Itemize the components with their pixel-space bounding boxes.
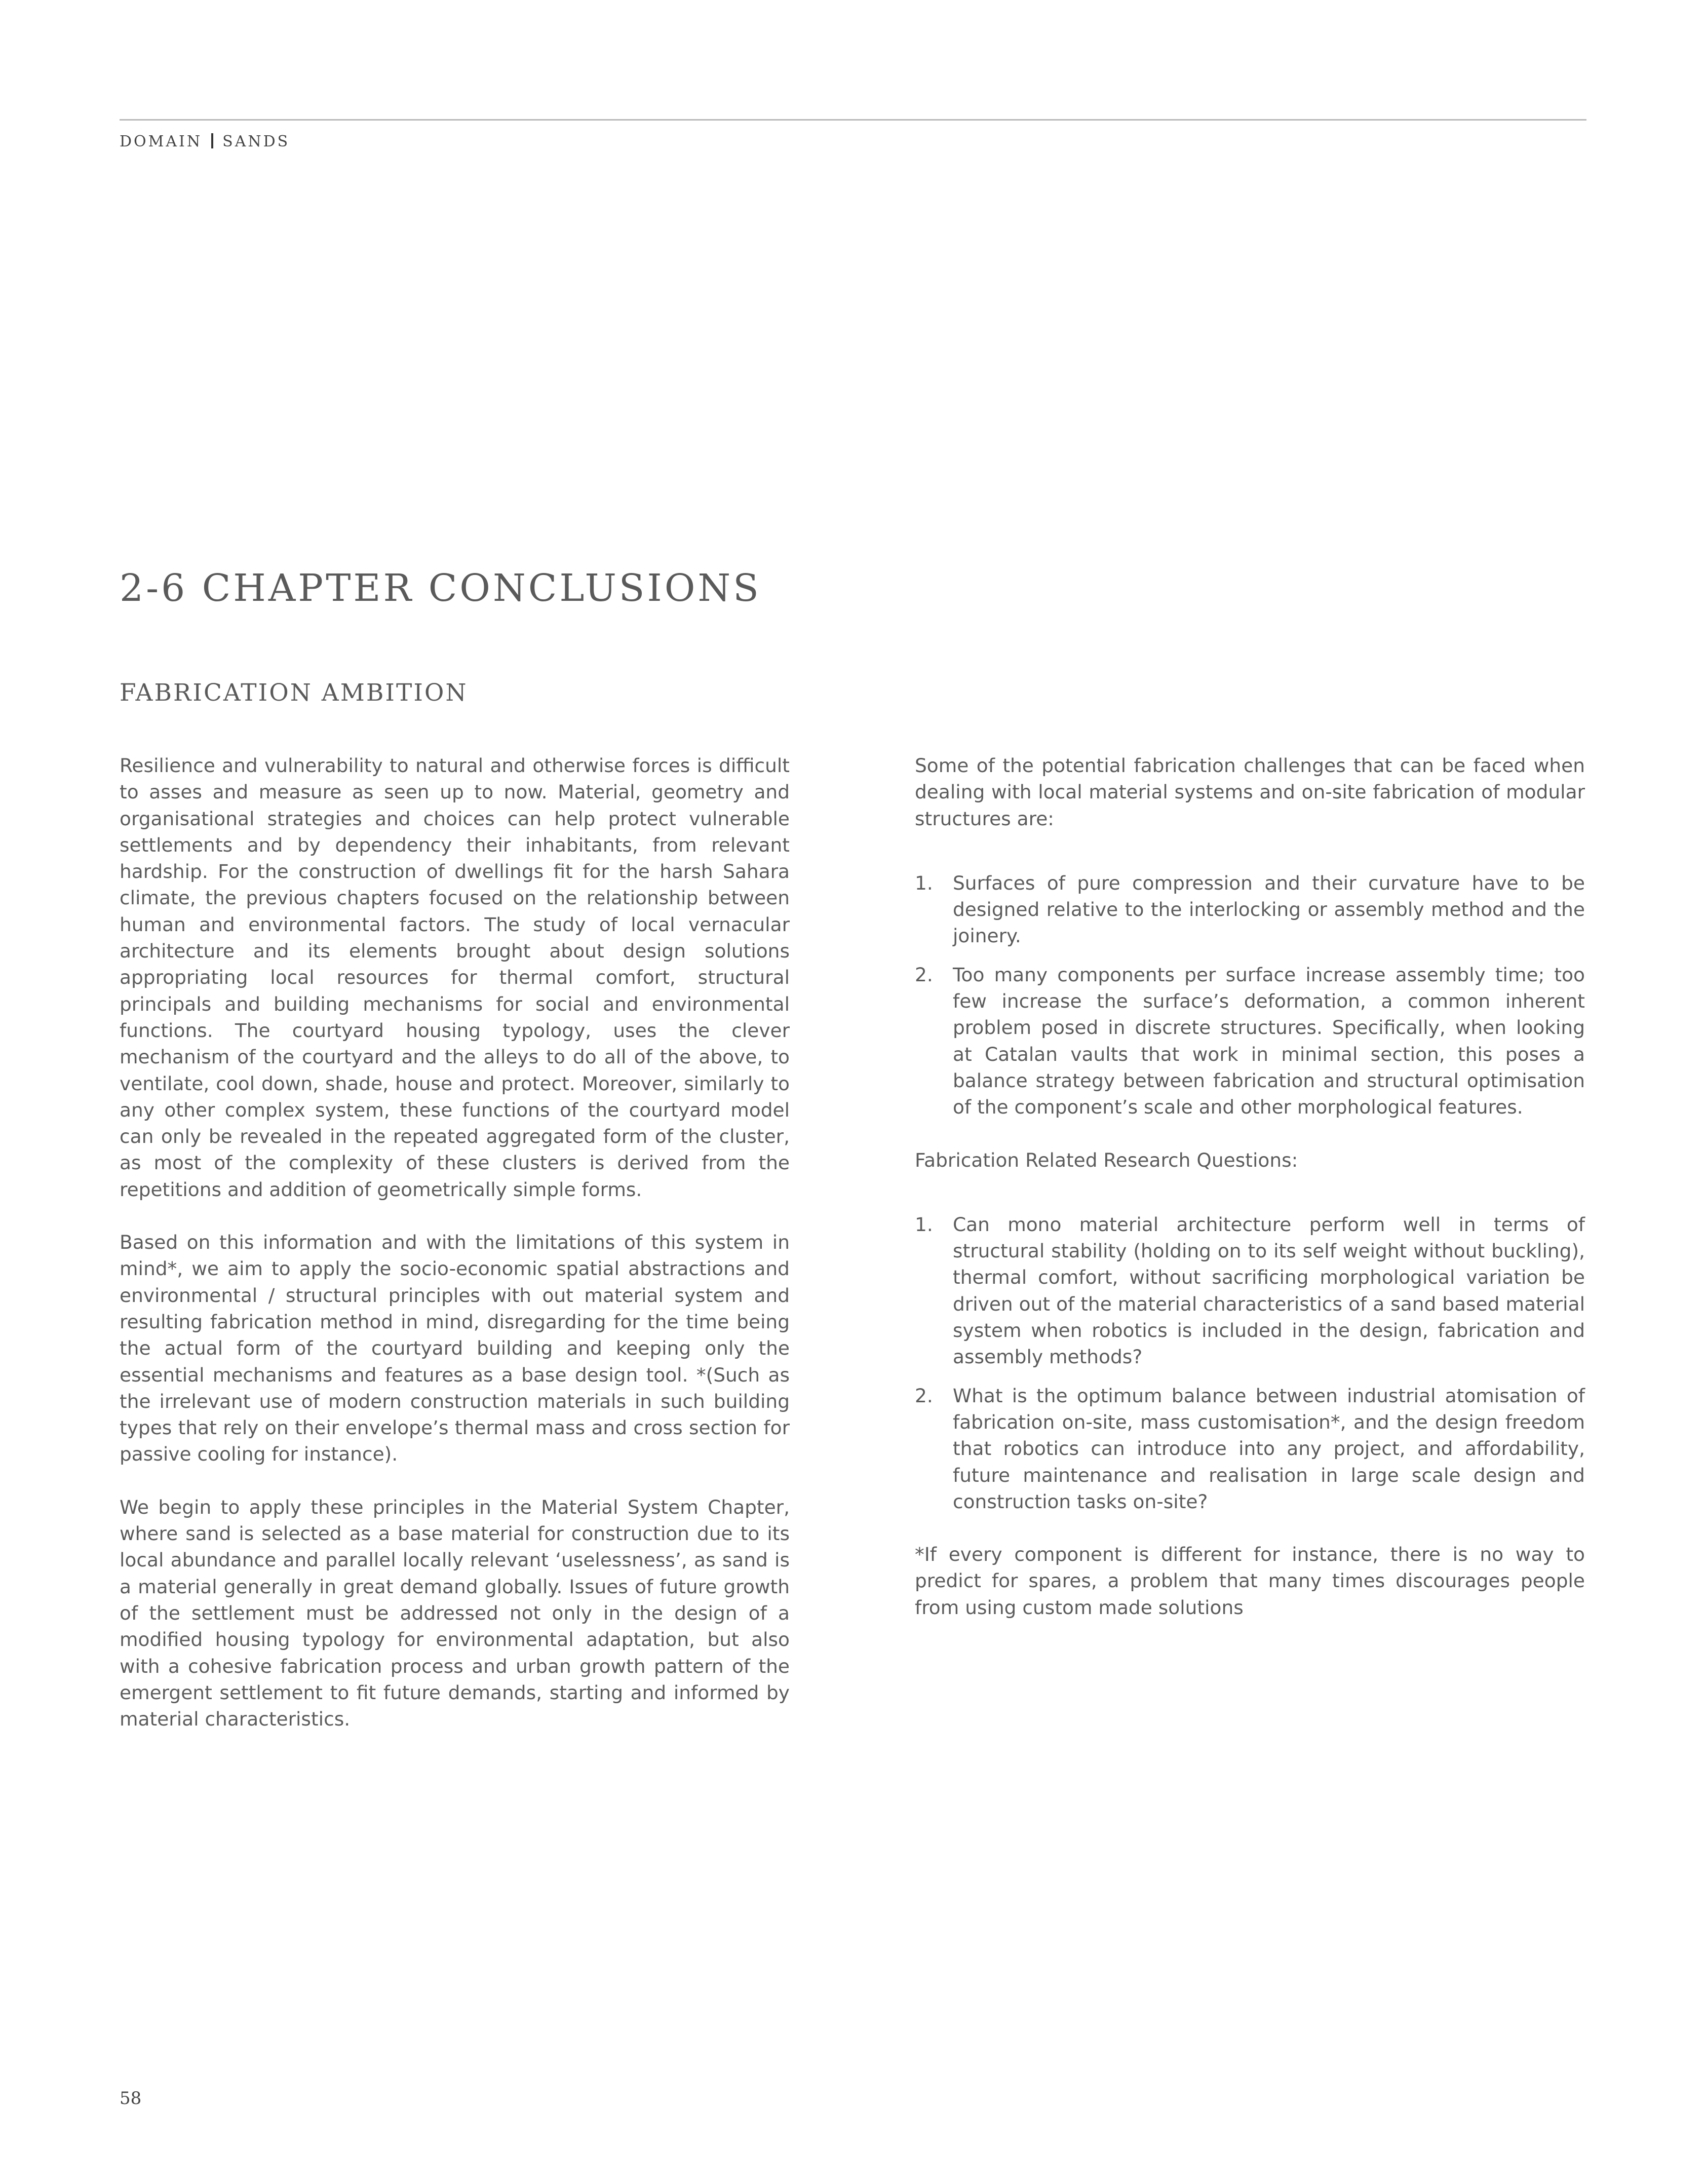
footnote: *If every component is different for instance, there is no way to predict for spares, a problem that many times discourages people from using custom made solutions: [915, 1543, 1585, 1619]
list-item-text: What is the optimum balance between industrial atomisation of fabrication on-site, mass customisation*, and the design freedom that robotics can introduce into any project, and affordability, future maintenance and realisation in large scale design and construction tasks on-site?: [953, 1384, 1585, 1513]
list-number: 1.: [915, 871, 933, 894]
list-item-text: Too many components per surface increase assembly time; too few increase the surface’s deformation, a common inherent problem posed in discrete structures. Specifically, when looking at Catalan vaults that work in minimal section, this poses a balance strategy between fabrication and structural optimisation of the component’s scale and other morphological features.: [953, 963, 1585, 1119]
list-item: [915, 962, 1585, 1121]
header-rule: [120, 119, 1586, 121]
body-paragraph: We begin to apply these principles in the Material System Chapter, where sand is selected as a base material for construction due to its local abundance and parallel locally relevant ‘uselessness’, as sand is a material generally in great demand globally. Issues of future growth of the settlement must be addressed not only in the design of a modified housing typology for environmental adaptation, but also with a cohesive fabrication process and urban growth pattern of the emergent settlement to fit future demands, starting and informed by material characteristics.: [120, 1496, 790, 1731]
list-item: [915, 1383, 1585, 1515]
body-paragraph: Based on this information and with the limitations of this system in mind*, we aim to apply the socio-economic spatial abstractions and environmental / structural principles with out material system and resulting fabrication method in mind, disregarding for the time being the actual form of the courtyard building and keeping only the essential mechanisms and features as a base design tool. *(Such as the irrelevant use of modern construction materials in such building types that rely on their envelope’s thermal mass and cross section for passive cooling for instance).: [120, 1231, 790, 1466]
right-column: [915, 752, 1585, 1647]
list-number: 2.: [915, 963, 933, 986]
challenges-list: [915, 870, 1585, 1121]
challenges-intro: Some of the potential fabrication challenges that can be faced when dealing with local material systems and on-site fabrication of modular structures are:: [915, 754, 1585, 830]
list-item: [915, 1211, 1585, 1370]
list-item-text: Can mono material architecture perform well in terms of structural stability (holding on to its self weight without buckling), thermal comfort, without sacrificing morphological variation be driven out of the material characteristics of a sand based material system when robotics is included in the design, fabrication and assembly methods?: [953, 1213, 1585, 1368]
questions-heading: Fabrication Related Research Questions:: [915, 1148, 1298, 1171]
list-item: [915, 870, 1585, 949]
list-number: 1.: [915, 1213, 933, 1236]
running-header-section: SANDS: [222, 133, 290, 150]
questions-list: [915, 1211, 1585, 1515]
left-column: [120, 752, 790, 1758]
running-header: [120, 133, 290, 150]
body-paragraph: Resilience and vulnerability to natural and otherwise forces is difficult to asses and measure as seen up to now. Material, geometry and organisational strategies and choices can help protect vulnerable settlements and by dependency their inhabitants, from relevant hardship. For the construction of dwellings fit for the harsh Sahara climate, the previous chapters focused on the relationship between human and environmental factors. The study of local vernacular architecture and its elements brought about design solutions appropriating local resources for thermal comfort, structural principals and building mechanisms for social and environmental functions. The courtyard housing typology, uses the clever mechanism of the courtyard and the alleys to do all of the above, to ventilate, cool down, shade, house and protect. Moreover, similarly to any other complex system, these functions of the courtyard model can only be revealed in the repeated aggregated form of the cluster, as most of the complexity of these clusters is derived from the repetitions and addition of geometrically simple forms.: [120, 754, 790, 1201]
list-number: 2.: [915, 1384, 933, 1407]
section-heading: FABRICATION AMBITION: [120, 679, 468, 707]
list-item-text: Surfaces of pure compression and their curvature have to be designed relative to the interlocking or assembly method and the joinery.: [953, 871, 1585, 947]
chapter-title: 2-6 CHAPTER CONCLUSIONS: [120, 566, 761, 610]
running-header-domain: DOMAIN: [120, 133, 203, 150]
page-number: 58: [120, 2088, 142, 2109]
header-separator: [211, 133, 213, 148]
